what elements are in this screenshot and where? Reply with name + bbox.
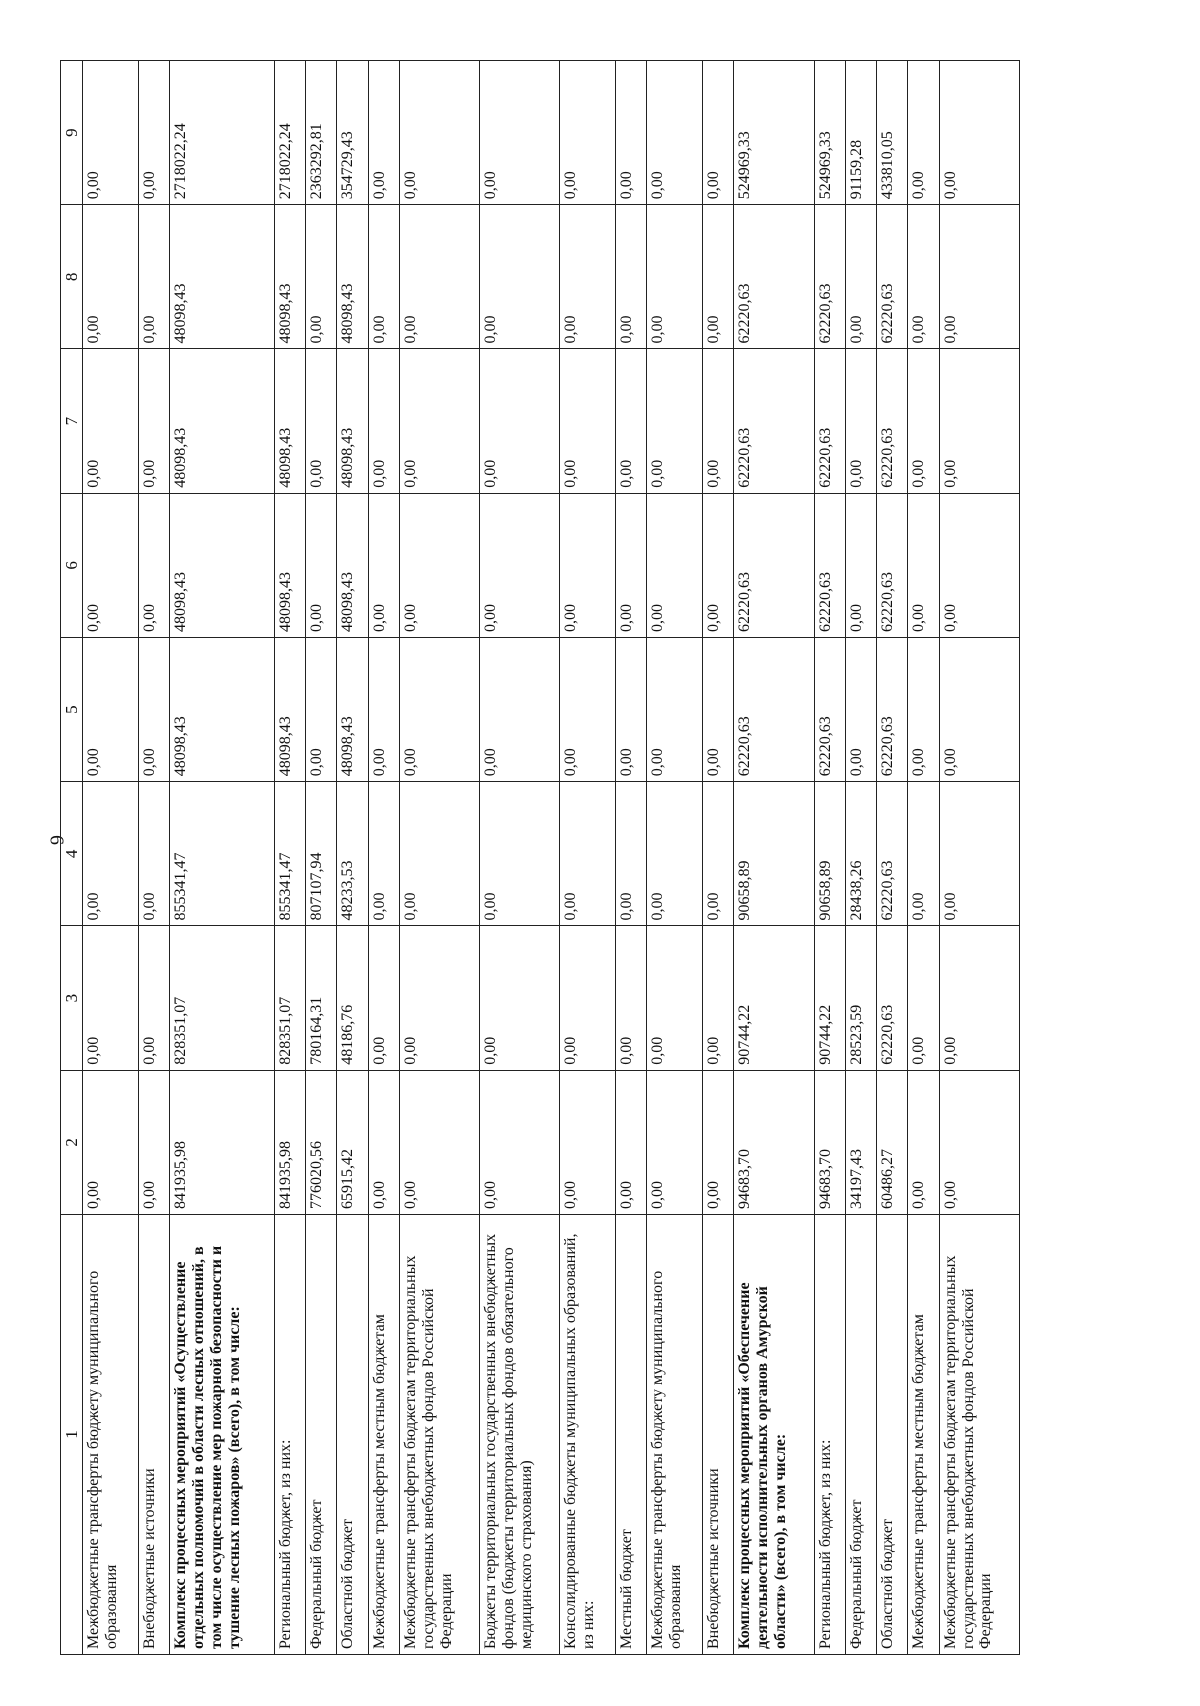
row-value: 48098,43 — [170, 205, 275, 349]
row-value: 433810,05 — [877, 61, 908, 205]
row-value: 62220,63 — [877, 926, 908, 1070]
row-value: 0,00 — [647, 782, 703, 926]
row-value: 0,00 — [138, 926, 169, 1070]
row-value: 62220,63 — [877, 205, 908, 349]
table-row — [939, 61, 1019, 1655]
row-label: Консолидированные бюджеты муниципальных образований, из них: — [560, 1215, 616, 1655]
row-value: 0,00 — [647, 638, 703, 782]
row-label: Комплекс процессных мероприятий «Осуществление отдельных полномочий в области лесных отношений, в том числе осуществление мер пожарной безопасности и тушение лесных пожаров» (всего), в том числе: — [170, 1215, 275, 1655]
table-row — [274, 61, 305, 1655]
row-label: Межбюджетные трансферты местным бюджетам — [368, 1215, 399, 1655]
row-value: 0,00 — [83, 1070, 139, 1214]
row-value: 2718022,24 — [170, 61, 275, 205]
row-value: 0,00 — [647, 926, 703, 1070]
row-value: 90658,89 — [814, 782, 845, 926]
row-value: 62220,63 — [734, 493, 814, 637]
table-row — [480, 61, 560, 1655]
row-value: 0,00 — [908, 782, 939, 926]
row-value: 0,00 — [703, 1070, 734, 1214]
row-value: 828351,07 — [170, 926, 275, 1070]
row-value: 48098,43 — [337, 349, 368, 493]
column-header: 1 — [61, 1215, 83, 1655]
row-value: 0,00 — [306, 493, 337, 637]
row-value: 0,00 — [845, 638, 876, 782]
column-header: 7 — [61, 349, 83, 493]
row-value: 65915,42 — [337, 1070, 368, 1214]
row-label: Внебюджетные источники — [703, 1215, 734, 1655]
row-value: 0,00 — [939, 493, 1019, 637]
row-value: 780164,31 — [306, 926, 337, 1070]
row-value: 776020,56 — [306, 1070, 337, 1214]
table-row — [337, 61, 368, 1655]
row-label: Областной бюджет — [337, 1215, 368, 1655]
row-value: 62220,63 — [877, 782, 908, 926]
table-row — [908, 61, 939, 1655]
column-header: 8 — [61, 205, 83, 349]
row-value: 0,00 — [306, 205, 337, 349]
row-label: Межбюджетные трансферты бюджету муниципального образования — [647, 1215, 703, 1655]
row-value: 0,00 — [703, 493, 734, 637]
table-row — [560, 61, 616, 1655]
row-label: Бюджеты территориальных государственных внебюджетных фондов (бюджеты территориальных фондов обязательного медицинского страхования) — [480, 1215, 560, 1655]
row-value: 855341,47 — [170, 782, 275, 926]
row-value: 48098,43 — [170, 638, 275, 782]
row-value: 0,00 — [399, 782, 479, 926]
row-value: 62220,63 — [734, 349, 814, 493]
row-value: 90744,22 — [814, 926, 845, 1070]
row-value: 0,00 — [616, 61, 647, 205]
row-value: 0,00 — [83, 205, 139, 349]
row-value: 807107,94 — [306, 782, 337, 926]
row-value: 0,00 — [703, 349, 734, 493]
row-value: 0,00 — [616, 493, 647, 637]
row-value: 0,00 — [647, 205, 703, 349]
row-value: 0,00 — [399, 1070, 479, 1214]
budget-table — [60, 60, 1020, 1655]
row-value: 0,00 — [908, 638, 939, 782]
table-row — [703, 61, 734, 1655]
row-value: 0,00 — [703, 638, 734, 782]
row-value: 0,00 — [83, 638, 139, 782]
row-value: 0,00 — [138, 61, 169, 205]
row-value: 0,00 — [480, 782, 560, 926]
row-value: 0,00 — [560, 1070, 616, 1214]
row-value: 0,00 — [616, 349, 647, 493]
row-value: 0,00 — [703, 61, 734, 205]
row-value: 0,00 — [908, 926, 939, 1070]
row-value: 48098,43 — [170, 493, 275, 637]
row-value: 0,00 — [616, 782, 647, 926]
row-value: 0,00 — [480, 349, 560, 493]
row-value: 0,00 — [845, 493, 876, 637]
row-value: 62220,63 — [734, 638, 814, 782]
row-label: Межбюджетные трансферты бюджетам территориальных государственных внебюджетных фондов Российской Федерации — [939, 1215, 1019, 1655]
row-value: 48098,43 — [337, 205, 368, 349]
row-value: 0,00 — [480, 61, 560, 205]
row-value: 34197,43 — [845, 1070, 876, 1214]
row-value: 0,00 — [138, 1070, 169, 1214]
row-value: 0,00 — [939, 205, 1019, 349]
row-value: 0,00 — [908, 349, 939, 493]
row-label: Межбюджетные трансферты местным бюджетам — [908, 1215, 939, 1655]
row-value: 0,00 — [83, 61, 139, 205]
row-value: 0,00 — [703, 782, 734, 926]
row-value: 60486,27 — [877, 1070, 908, 1214]
row-value: 62220,63 — [814, 205, 845, 349]
row-value: 0,00 — [480, 1070, 560, 1214]
row-label: Внебюджетные источники — [138, 1215, 169, 1655]
row-value: 0,00 — [845, 205, 876, 349]
row-value: 90744,22 — [734, 926, 814, 1070]
row-value: 0,00 — [399, 61, 479, 205]
row-value: 48098,43 — [337, 493, 368, 637]
row-value: 0,00 — [83, 926, 139, 1070]
row-value: 0,00 — [939, 1070, 1019, 1214]
column-header: 4 — [61, 782, 83, 926]
row-value: 0,00 — [368, 61, 399, 205]
row-value: 48098,43 — [274, 349, 305, 493]
row-value: 48098,43 — [274, 493, 305, 637]
row-value: 62220,63 — [734, 205, 814, 349]
table-row — [734, 61, 814, 1655]
row-value: 0,00 — [560, 638, 616, 782]
row-value: 0,00 — [83, 493, 139, 637]
row-label: Межбюджетные трансферты бюджету муниципального образования — [83, 1215, 139, 1655]
row-value: 0,00 — [399, 638, 479, 782]
row-value: 0,00 — [560, 205, 616, 349]
table-row — [368, 61, 399, 1655]
row-label: Региональный бюджет, из них: — [274, 1215, 305, 1655]
row-value: 28438,26 — [845, 782, 876, 926]
row-value: 0,00 — [647, 61, 703, 205]
row-value: 62220,63 — [814, 349, 845, 493]
row-value: 0,00 — [480, 638, 560, 782]
row-value: 0,00 — [480, 493, 560, 637]
row-value: 0,00 — [368, 926, 399, 1070]
row-value: 0,00 — [939, 349, 1019, 493]
column-header: 2 — [61, 1070, 83, 1214]
table-row — [306, 61, 337, 1655]
table-row — [170, 61, 275, 1655]
row-value: 0,00 — [399, 493, 479, 637]
row-value: 0,00 — [368, 638, 399, 782]
row-value: 28523,59 — [845, 926, 876, 1070]
row-value: 62220,63 — [877, 349, 908, 493]
row-value: 0,00 — [939, 926, 1019, 1070]
row-value: 0,00 — [616, 205, 647, 349]
row-value: 0,00 — [616, 926, 647, 1070]
page-number: 6 — [45, 835, 68, 845]
table-row — [814, 61, 845, 1655]
row-value: 62220,63 — [814, 493, 845, 637]
table-row — [845, 61, 876, 1655]
row-value: 0,00 — [703, 926, 734, 1070]
rotated-page-content — [60, 60, 1020, 1655]
row-value: 2363292,81 — [306, 61, 337, 205]
column-header: 9 — [61, 61, 83, 205]
row-value: 48098,43 — [274, 205, 305, 349]
row-value: 0,00 — [939, 638, 1019, 782]
row-value: 91159,28 — [845, 61, 876, 205]
row-value: 0,00 — [647, 349, 703, 493]
row-value: 62220,63 — [877, 638, 908, 782]
row-value: 0,00 — [368, 349, 399, 493]
row-value: 0,00 — [83, 782, 139, 926]
row-value: 0,00 — [560, 493, 616, 637]
row-value: 524969,33 — [814, 61, 845, 205]
table-row — [647, 61, 703, 1655]
row-value: 0,00 — [138, 638, 169, 782]
row-value: 0,00 — [845, 349, 876, 493]
row-label: Межбюджетные трансферты бюджетам территориальных государственных внебюджетных фондов Российской Федерации — [399, 1215, 479, 1655]
row-value: 48098,43 — [274, 638, 305, 782]
table-row — [138, 61, 169, 1655]
row-label: Местный бюджет — [616, 1215, 647, 1655]
row-value: 0,00 — [368, 493, 399, 637]
table-row — [616, 61, 647, 1655]
row-label: Комплекс процессных мероприятий «Обеспечение деятельности исполнительных органов Амурской области» (всего), в том числе: — [734, 1215, 814, 1655]
row-value: 48098,43 — [337, 638, 368, 782]
row-value: 48186,76 — [337, 926, 368, 1070]
row-value: 0,00 — [368, 1070, 399, 1214]
row-value: 94683,70 — [734, 1070, 814, 1214]
row-value: 0,00 — [647, 493, 703, 637]
row-value: 0,00 — [939, 782, 1019, 926]
row-label: Федеральный бюджет — [306, 1215, 337, 1655]
row-value: 0,00 — [560, 349, 616, 493]
row-value: 62220,63 — [814, 638, 845, 782]
row-value: 0,00 — [560, 926, 616, 1070]
row-value: 0,00 — [908, 1070, 939, 1214]
row-value: 0,00 — [616, 638, 647, 782]
column-header: 3 — [61, 926, 83, 1070]
row-value: 48098,43 — [170, 349, 275, 493]
column-header: 6 — [61, 493, 83, 637]
row-value: 0,00 — [560, 61, 616, 205]
row-value: 354729,43 — [337, 61, 368, 205]
row-value: 0,00 — [138, 349, 169, 493]
row-value: 0,00 — [560, 782, 616, 926]
row-value: 0,00 — [368, 205, 399, 349]
row-value: 0,00 — [399, 349, 479, 493]
row-value: 94683,70 — [814, 1070, 845, 1214]
row-value: 0,00 — [480, 926, 560, 1070]
row-value: 0,00 — [368, 782, 399, 926]
row-value: 0,00 — [616, 1070, 647, 1214]
table-row — [877, 61, 908, 1655]
row-value: 855341,47 — [274, 782, 305, 926]
row-value: 0,00 — [83, 349, 139, 493]
table-row — [83, 61, 139, 1655]
row-value: 0,00 — [908, 205, 939, 349]
column-header: 5 — [61, 638, 83, 782]
row-value: 0,00 — [306, 349, 337, 493]
row-value: 0,00 — [399, 205, 479, 349]
row-label: Федеральный бюджет — [845, 1215, 876, 1655]
row-value: 828351,07 — [274, 926, 305, 1070]
row-value: 90658,89 — [734, 782, 814, 926]
row-value: 0,00 — [138, 205, 169, 349]
row-label: Региональный бюджет, из них: — [814, 1215, 845, 1655]
row-value: 524969,33 — [734, 61, 814, 205]
row-value: 0,00 — [908, 61, 939, 205]
row-value: 841935,98 — [170, 1070, 275, 1214]
row-value: 48233,53 — [337, 782, 368, 926]
row-value: 0,00 — [703, 205, 734, 349]
row-value: 0,00 — [138, 493, 169, 637]
row-value: 0,00 — [908, 493, 939, 637]
row-value: 0,00 — [939, 61, 1019, 205]
row-value: 0,00 — [399, 926, 479, 1070]
row-value: 0,00 — [480, 205, 560, 349]
row-value: 62220,63 — [877, 493, 908, 637]
row-label: Областной бюджет — [877, 1215, 908, 1655]
table-row — [399, 61, 479, 1655]
row-value: 0,00 — [138, 782, 169, 926]
row-value: 0,00 — [306, 638, 337, 782]
row-value: 0,00 — [647, 1070, 703, 1214]
row-value: 2718022,24 — [274, 61, 305, 205]
header-row — [61, 61, 83, 1655]
row-value: 841935,98 — [274, 1070, 305, 1214]
